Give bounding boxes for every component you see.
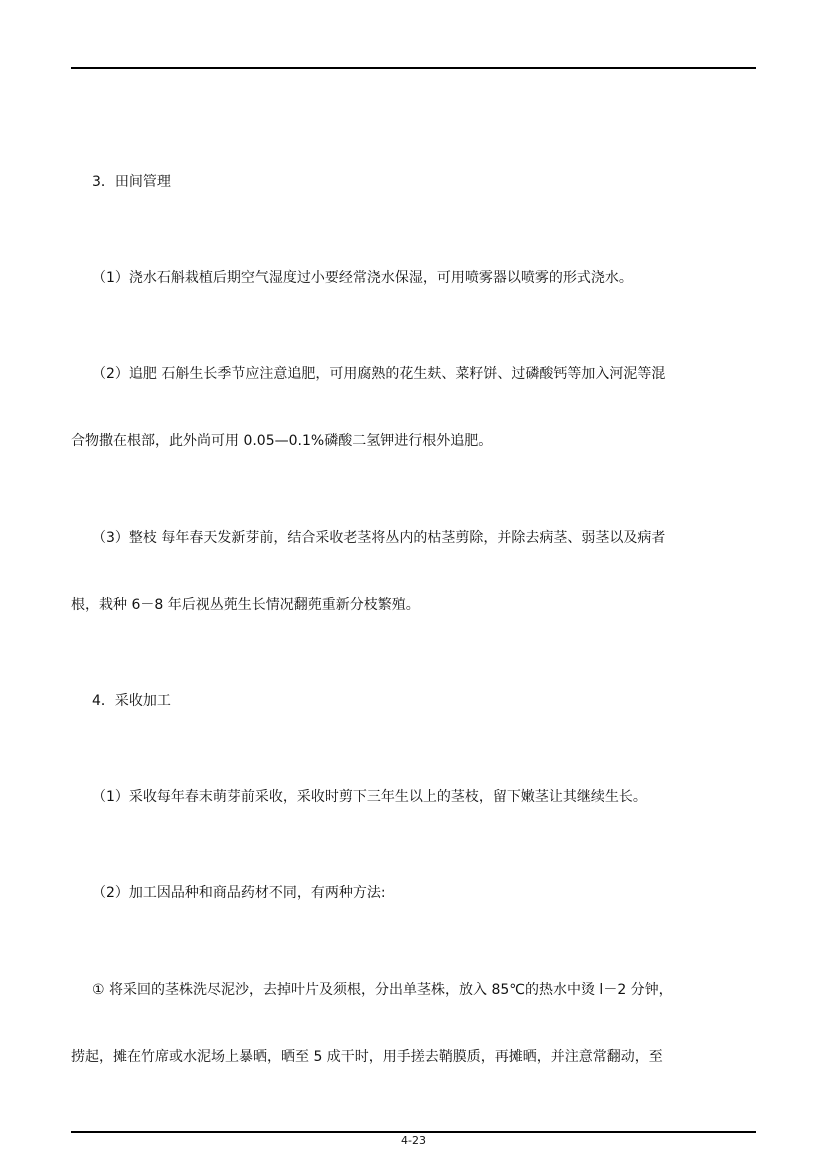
paragraph-watering: （1）浇水石斛栽植后期空气湿度过小要经常浇水保湿，可用喷雾器以喷雾的形式浇水。 [92, 270, 633, 286]
paragraph-pruning-line-2: 根，栽种 6－8 年后视丛蔸生长情况翻蔸重新分枝繁殖。 [71, 597, 420, 613]
paragraph-harvest: （1）采收每年春末萌芽前采收，采收时剪下三年生以上的茎枝，留下嫩茎让其继续生长。 [92, 789, 647, 805]
header-rule [71, 67, 756, 69]
paragraph-processing: （2）加工因品种和商品药材不同，有两种方法: [92, 885, 386, 901]
section-heading-harvest-processing: 4．采收加工 [92, 693, 171, 709]
section-heading-field-management: 3．田间管理 [92, 174, 171, 190]
paragraph-method-1-line-1: ① 将采回的茎株洗尽泥沙，去掉叶片及须根，分出单茎株，放入 85℃的热水中烫 l－2 分钟， [92, 982, 673, 998]
paragraph-fertilizing-line-1: （2）追肥 石斛生长季节应注意追肥，可用腐熟的花生麸、菜籽饼、过磷酸钙等加入河泥等混 [92, 366, 666, 382]
paragraph-fertilizing-line-2: 合物撒在根部，此外尚可用 0.05—0.1%磷酸二氢钾进行根外追肥。 [71, 433, 493, 449]
paragraph-pruning-line-1: （3）整枝 每年春天发新芽前，结合采收老茎将丛内的枯茎剪除，并除去病茎、弱茎以及病者 [92, 530, 666, 546]
paragraph-method-1-line-2: 捞起，摊在竹席或水泥场上暴晒，晒至 5 成干时，用手搓去鞘膜质，再摊晒，并注意常翻动，至 [71, 1049, 663, 1065]
page-number: 4-23 [401, 1134, 426, 1147]
footer-rule [71, 1131, 756, 1133]
